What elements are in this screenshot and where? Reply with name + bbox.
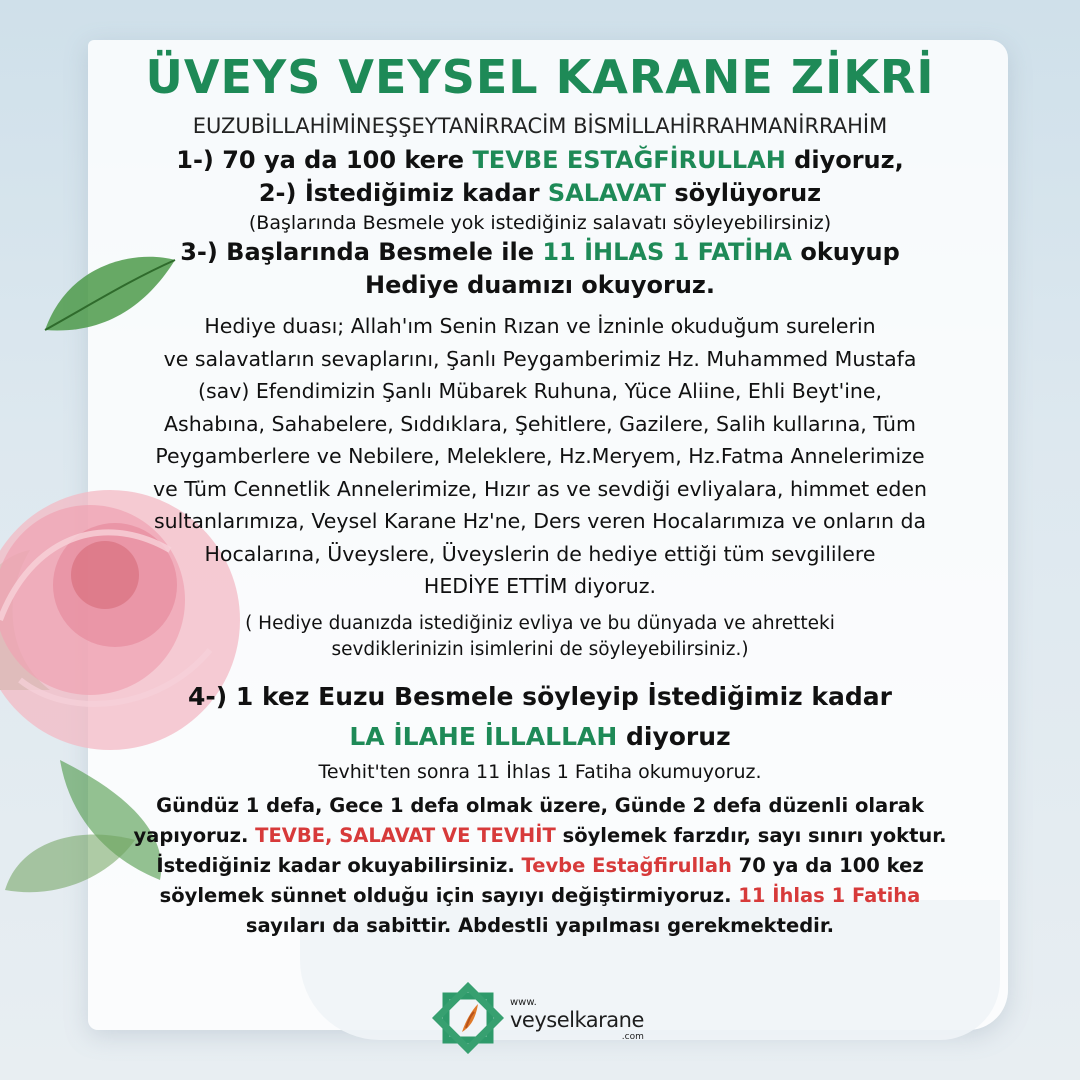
hediye-note-line: sevdiklerinizin isimlerini de söyleyebilirsiniz.) (331, 638, 749, 660)
step-2-highlight: SALAVAT (547, 179, 667, 207)
page-title: ÜVEYS VEYSEL KARANE ZİKRİ (145, 50, 935, 104)
rules-line: Gündüz 1 defa, Gece 1 defa olmak üzere, Günde 2 defa düzenli olarak (156, 793, 924, 817)
hediye-line: Hediye duası; Allah'ım Senin Rızan ve İzninle okuduğum surelerin (204, 314, 876, 338)
rules-text: söylemek sünnet olduğu için sayıyı değiştirmiyoruz. (159, 883, 739, 907)
step-3-post: okuyup (792, 238, 900, 266)
hediye-line: ve salavatların sevaplarını, Şanlı Peygamberimiz Hz. Muhammed Mustafa (163, 346, 917, 371)
logo-www: www. (510, 997, 537, 1008)
step-4-post: diyoruz (617, 721, 731, 751)
step-2-note: (Başlarında Besmele yok istediğiniz salavatı söyleyebilirsiniz) (248, 212, 832, 234)
hediye-note (70, 611, 1010, 663)
hediye-line: HEDİYE ETTİM diyoruz. (423, 574, 657, 598)
rules-line (70, 821, 1010, 851)
hediye-note-line: ( Hediye duanızda istediğiniz evliya ve bu dünyada ve ahretteki (245, 612, 835, 634)
step-3-highlight: 11 İHLAS 1 FATİHA (542, 238, 792, 266)
step-3 (70, 236, 1010, 269)
tevhit-note: Tevhit'ten sonra 11 İhlas 1 Fatiha okumuyoruz. (318, 760, 762, 783)
subtitle: EUZUBİLLAHİMİNEŞŞEYTANİRRACİM BİSMİLLAHİRRAHMANİRRAHİM (192, 114, 888, 138)
hediye-paragraph (70, 310, 1010, 603)
step-4-highlight: LA İLAHE İLLALLAH (349, 721, 618, 751)
rules-text: 70 ya da 100 kez (731, 853, 924, 877)
step-1-highlight: TEVBE ESTAĞFİRULLAH (472, 146, 786, 174)
step-4-line2 (70, 717, 1010, 757)
rules-text: söylemek farzdır, sayı sınırı yoktur. (555, 823, 947, 847)
rules-red-text: 11 İhlas 1 Fatiha (738, 883, 921, 907)
logo-emblem-icon (432, 982, 504, 1054)
rules-red-text: TEVBE, SALAVAT VE TEVHİT (255, 823, 556, 847)
hediye-line: (sav) Efendimizin Şanlı Mübarek Ruhuna, Yüce Aliine, Ehli Beyt'ine, (197, 379, 883, 403)
step-2-pre: 2-) İstediğimiz kadar (258, 179, 548, 207)
rules-text: yapıyoruz. (133, 823, 256, 847)
main-content (70, 48, 1010, 941)
rules-paragraph (70, 791, 1010, 941)
step-3-line2: Hediye duamızı okuyoruz. (365, 271, 715, 299)
rules-line (70, 881, 1010, 911)
step-4-line1: 4-) 1 kez Euzu Besmele söyleyip İstediğimiz kadar (187, 681, 893, 711)
step-1-pre: 1-) 70 ya da 100 kere (176, 146, 473, 174)
rules-red-text: Tevbe Estağfirullah (521, 853, 732, 877)
step-2 (70, 177, 1010, 210)
step-1-post: diyoruz, (785, 146, 904, 174)
step-2-post: söylüyoruz (666, 179, 822, 207)
hediye-line: Ashabına, Sahabelere, Sıddıklara, Şehitlere, Gazilere, Salih kullarına, Tüm (164, 411, 916, 436)
logo-text (510, 998, 644, 1042)
rules-line (70, 851, 1010, 881)
step-3-pre: 3-) Başlarında Besmele ile (180, 238, 543, 266)
logo-name: veyselkarane (510, 1008, 644, 1032)
step-1 (70, 144, 1010, 177)
hediye-line: Hocalarına, Üveyslere, Üveyslerin de hediye ettiği tüm sevgililere (204, 541, 876, 566)
site-logo[interactable] (432, 980, 662, 1060)
hediye-line: Peygamberlere ve Nebilere, Meleklere, Hz.Meryem, Hz.Fatma Annelerimize (155, 444, 925, 468)
rules-line: sayıları da sabittir. Abdestli yapılması gerekmektedir. (245, 913, 835, 937)
rules-text: İstediğiniz kadar okuyabilirsiniz. (156, 853, 522, 877)
logo-com: .com (621, 1032, 644, 1042)
hediye-line: ve Tüm Cennetlik Annelerimize, Hızır as ve sevdiği evliyalara, himmet eden (153, 476, 927, 501)
hediye-line: sultanlarımıza, Veysel Karane Hz'ne, Ders veren Hocalarımıza ve onların da (153, 509, 927, 533)
